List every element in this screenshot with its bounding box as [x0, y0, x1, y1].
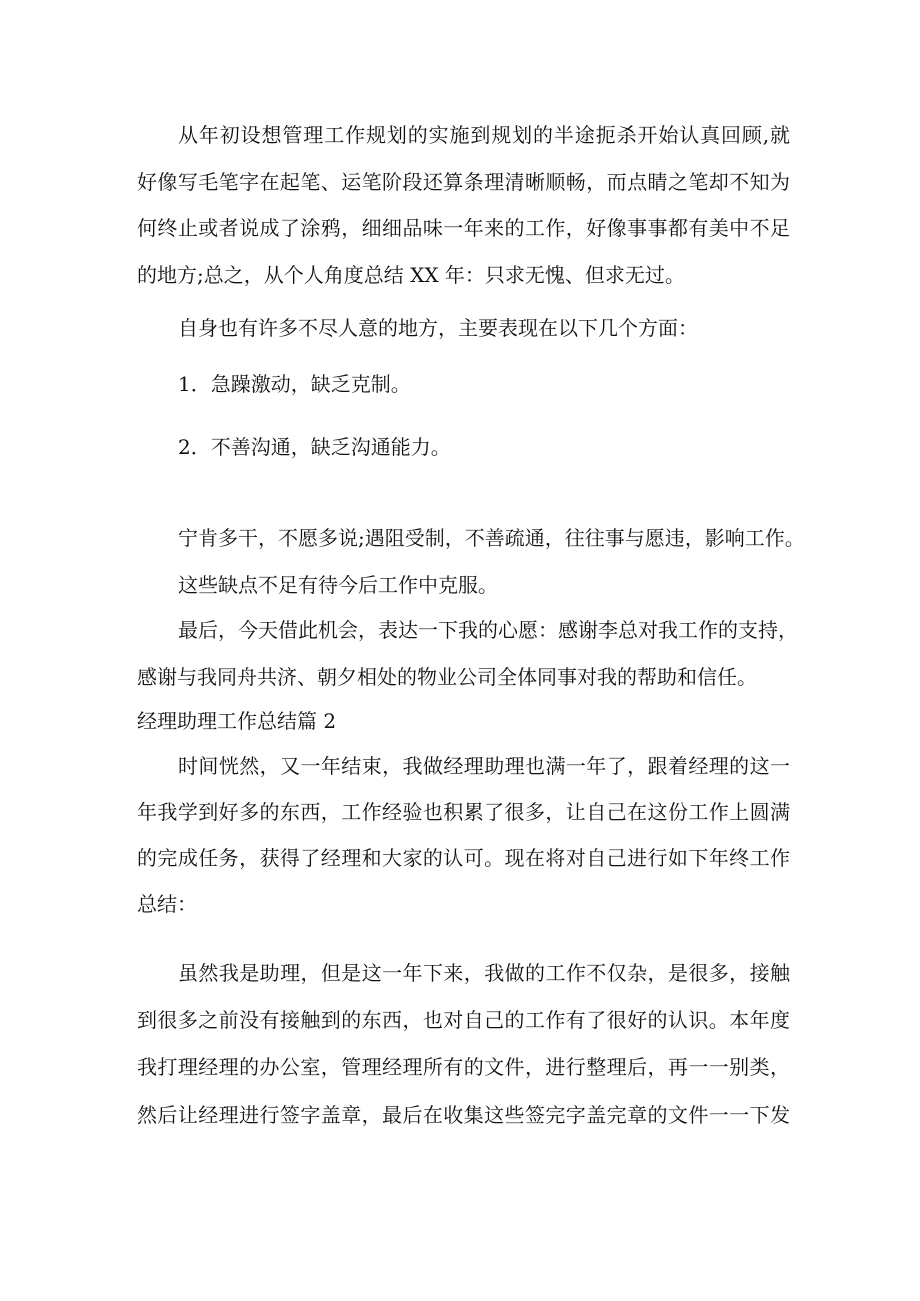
text-line: 时间恍然，又一年结束，我做经理助理也满一年了，跟着经理的这一	[178, 754, 790, 778]
text-line: 的地方;总之，从个人角度总结 XX 年：只求无愧、但求无过。	[137, 263, 685, 287]
text-line: 感谢与我同舟共济、朝夕相处的物业公司全体同事对我的帮助和信任。	[137, 665, 757, 689]
text-line: 好像写毛笔字在起笔、运笔阶段还算条理清晰顺畅，而点睛之笔却不知为	[137, 170, 790, 194]
text-line: 的完成任务，获得了经理和大家的认可。现在将对自己进行如下年终工作	[137, 846, 790, 870]
text-line: 宁肯多干，不愿多说;遇阻受制，不善疏通，往往事与愿违，影响工作。	[178, 526, 805, 550]
text-line: 虽然我是助理，但是这一年下来，我做的工作不仅杂，是很多，接触	[178, 961, 790, 985]
text-line: 何终止或者说成了涂鸦，细细品味一年来的工作，好像事事都有美中不足	[137, 216, 790, 240]
text-line: 从年初设想管理工作规划的实施到规划的半途扼杀开始认真回顾,就	[178, 123, 790, 147]
section-heading: 经理助理工作总结篇 2	[137, 709, 337, 733]
text-line: 最后，今天借此机会，表达一下我的心愿：感谢李总对我工作的支持，	[178, 618, 798, 642]
text-line: 到很多之前没有接触到的东西，也对自己的工作有了很好的认识。本年度	[137, 1008, 790, 1032]
text-line: 自身也有许多不尽人意的地方，主要表现在以下几个方面：	[178, 316, 698, 340]
text-line: 年我学到好多的东西，工作经验也积累了很多，让自己在这份工作上圆满	[137, 800, 790, 824]
text-line: 总结：	[137, 892, 197, 916]
text-line: 1．急躁激动，缺乏克制。	[178, 372, 411, 396]
text-line: 这些缺点不足有待今后工作中克服。	[178, 573, 498, 597]
text-line: 我打理经理的办公室，管理经理所有的文件，进行整理后，再一一别类，	[137, 1055, 790, 1079]
text-line: 然后让经理进行签字盖章，最后在收集这些签完字盖完章的文件一一下发	[137, 1103, 790, 1127]
text-line: 2．不善沟通，缺乏沟通能力。	[178, 435, 451, 459]
